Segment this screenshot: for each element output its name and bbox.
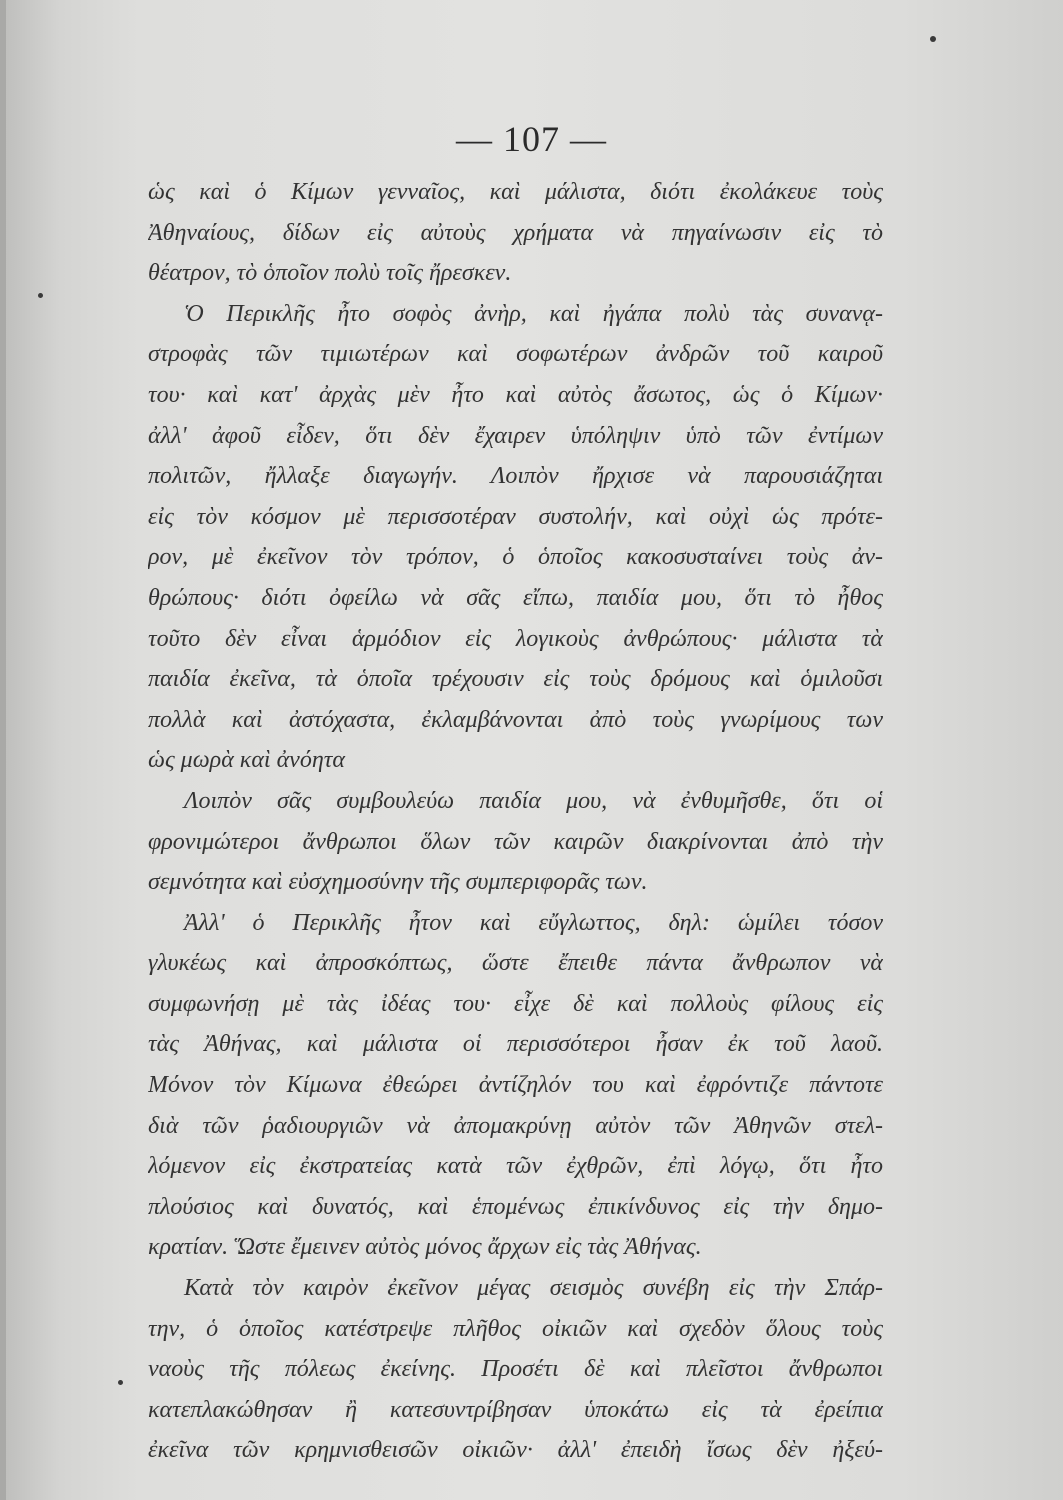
text-line: κρατίαν. Ὥστε ἔμεινεν αὐτὸς μόνος ἄρχων εἰς τὰς Ἀθήνας.	[148, 1234, 702, 1261]
binding-shadow	[0, 0, 6, 1500]
text-line: παιδία ἐκεῖνα, τὰ ὁποῖα τρέχουσιν εἰς τοὺς δρόμους καὶ ὁμιλοῦσι	[148, 666, 883, 693]
page-number: — 107 —	[456, 119, 607, 159]
text-line: κατεπλακώθησαν ἢ κατεσυντρίβησαν ὑποκάτω εἰς τὰ ἐρείπια	[148, 1396, 883, 1423]
text-line: ἀλλ' ἀφοῦ εἶδεν, ὅτι δὲν ἔχαιρεν ὑπόληψιν ὑπὸ τῶν ἐντίμων	[148, 422, 883, 449]
text-line: εἰς τὸν κόσμον μὲ περισσοτέραν συστολήν, καὶ οὐχὶ ὡς πρότε-	[148, 503, 883, 530]
text-line: πολλὰ καὶ ἀστόχαστα, ἐκλαμβάνονται ἀπὸ τοὺς γνωρίμους των	[148, 706, 883, 733]
text-line: ἐκεῖνα τῶν κρημνισθεισῶν οἰκιῶν· ἀλλ' ἐπειδὴ ἴσως δὲν ἠξεύ-	[148, 1437, 883, 1464]
text-line: γλυκέως καὶ ἀπροσκόπτως, ὥστε ἔπειθε πάντα ἄνθρωπον νὰ	[148, 950, 883, 977]
text-line: σεμνότητα καὶ εὐσχημοσύνην τῆς συμπεριφορᾶς των.	[148, 869, 648, 896]
ink-dot-bottom-left	[118, 1380, 123, 1385]
text-line: συμφωνήσῃ μὲ τὰς ἰδέας του· εἶχε δὲ καὶ πολλοὺς φίλους εἰς	[148, 990, 883, 1017]
text-line: ρον, μὲ ἐκεῖνον τὸν τρόπον, ὁ ὁποῖος κακοσυσταίνει τοὺς ἀν-	[148, 544, 883, 571]
text-line: Ἀθηναίους, δίδων εἰς αὐτοὺς χρήματα νὰ πηγαίνωσιν εἰς τὸ	[148, 219, 883, 246]
text-line: τὰς Ἀθήνας, καὶ μάλιστα οἱ περισσότεροι ἦσαν ἐκ τοῦ λαοῦ.	[148, 1031, 883, 1058]
text-line: Λοιπὸν σᾶς συμβουλεύω παιδία μου, νὰ ἐνθυμῆσθε, ὅτι οἱ	[184, 787, 883, 814]
text-line: θέατρον, τὸ ὁποῖον πολὺ τοῖς ἤρεσκεν.	[148, 260, 512, 287]
text-line: πλούσιος καὶ δυνατός, καὶ ἑπομένως ἐπικίνδυνος εἰς τὴν δημο-	[148, 1193, 883, 1220]
text-line: τοῦτο δὲν εἶναι ἁρμόδιον εἰς λογικοὺς ἀνθρώπους· μάλιστα τὰ	[148, 625, 883, 652]
text-line: διὰ τῶν ῥαδιουργιῶν νὰ ἀπομακρύνῃ αὐτὸν τῶν Ἀθηνῶν στελ-	[148, 1112, 883, 1139]
ink-dot-top-right	[930, 36, 936, 42]
text-line: στροφὰς τῶν τιμιωτέρων καὶ σοφωτέρων ἀνδρῶν τοῦ καιροῦ	[148, 341, 883, 368]
page-text	[148, 172, 883, 1471]
text-line: ὡς καὶ ὁ Κίμων γενναῖος, καὶ μάλιστα, διότι ἐκολάκευε τοὺς	[148, 179, 883, 205]
text-line: Μόνον τὸν Κίμωνα ἐθεώρει ἀντίζηλόν του καὶ ἐφρόντιζε πάντοτε	[148, 1072, 883, 1099]
text-line: φρονιμώτεροι ἄνθρωποι ὅλων τῶν καιρῶν διακρίνονται ἀπὸ τὴν	[148, 828, 883, 855]
text-line: την, ὁ ὁποῖος κατέστρεψε πλῆθος οἰκιῶν καὶ σχεδὸν ὅλους τοὺς	[148, 1315, 883, 1342]
ink-dot-left	[38, 293, 43, 298]
text-line: θρώπους· διότι ὀφείλω νὰ σᾶς εἴπω, παιδία μου, ὅτι τὸ ἦθος	[148, 584, 883, 611]
text-line: Κατὰ τὸν καιρὸν ἐκεῖνον μέγας σεισμὸς συνέβη εἰς τὴν Σπάρ-	[184, 1275, 883, 1302]
text-line: ὡς μωρὰ καὶ ἀνόητα	[148, 747, 345, 774]
text-line: λόμενον εἰς ἐκστρατείας κατὰ τῶν ἐχθρῶν, ἐπὶ λόγῳ, ὅτι ἦτο	[148, 1153, 883, 1180]
text-line: Ἀλλ' ὁ Περικλῆς ἦτον καὶ εὔγλωττος, δηλ: ὡμίλει τόσον	[184, 909, 883, 936]
text-line: πολιτῶν, ἤλλαξε διαγωγήν. Λοιπὸν ἤρχισε νὰ παρουσιάζηται	[148, 463, 883, 490]
text-line: Ὁ Περικλῆς ἦτο σοφὸς ἀνὴρ, καὶ ἠγάπα πολὺ τὰς συνανᾳ-	[184, 300, 883, 327]
text-line: του· καὶ κατ' ἀρχὰς μὲν ἦτο καὶ αὐτὸς ἄσωτος, ὡς ὁ Κίμων·	[148, 381, 883, 408]
text-line: ναοὺς τῆς πόλεως ἐκείνης. Προσέτι δὲ καὶ πλεῖστοι ἄνθρωποι	[148, 1356, 883, 1383]
